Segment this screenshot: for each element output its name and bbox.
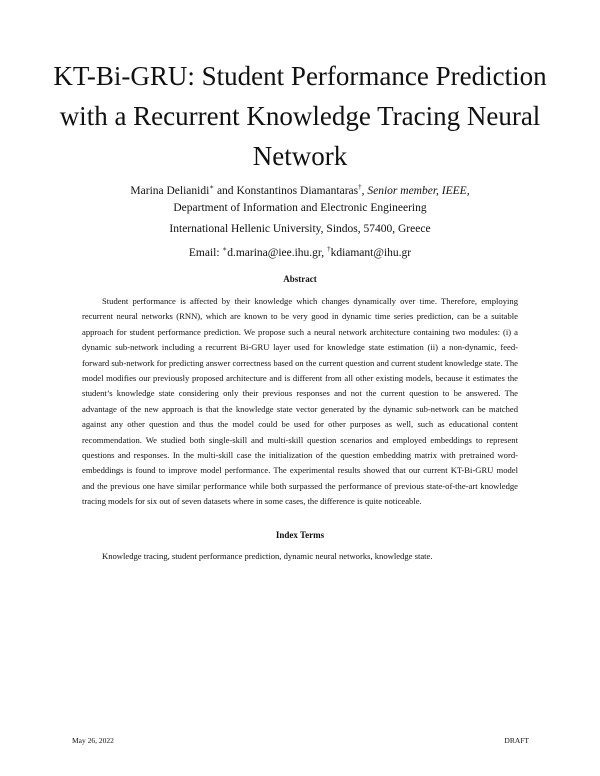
email-footnote-mark: ∗ — [222, 245, 228, 253]
index-terms-text: Knowledge tracing, student performance prediction, dynamic neural networks, knowledge state. — [102, 551, 433, 561]
email-footnote-mark: † — [327, 245, 331, 253]
author-footnote-mark: ∗ — [209, 183, 215, 191]
author-role: Senior member, IEEE, — [367, 184, 470, 197]
footer-status: DRAFT — [504, 736, 529, 745]
abstract-text: Student performance is affected by their knowledge which changes dynamically over time. Therefore, employing recurrent neural networks (RNN), which are known to be very good in dynamic time series prediction, can be a suitable approach for student performance prediction. We propose such a neural network architecture containing two modules: (i) a dynamic sub-network including a recurrent Bi-GRU layer used for knowledge state estimation (ii) a non-dynamic, feed-forward sub-network for predicting answer correctness based on the current question and current student knowledge state. The model modifies our previously proposed architecture and is different from all other existing models, because it estimates the student’s knowledge state considering only their previous responses and not the current question to be answered. The advantage of the new approach is that the knowledge state vector generated by the dynamic sub-network can be matched against any other question and thus the model could be used for other purposes as well, such as educational content recommendation. We studied both single-skill and multi-skill question scenarios and employed embeddings to represent questions and responses. In the multi-skill case the initialization of the question embedding matrix with pretrained word-embeddings is found to improve model performance. The experimental results showed that our current KT-Bi-GRU model and the previous one have similar performance while both surpassed the performance of previous state-of-the-art knowledge tracing models for six out of seven datasets where in some cases, the difference is quite noticeable. — [82, 296, 518, 507]
author-line: Marina Delianidi∗ and Konstantinos Diamantaras†, Senior member, IEEE, — [130, 183, 470, 197]
university-line: International Hellenic University, Sindos, 57400, Greece — [169, 223, 431, 235]
footer-date: May 26, 2022 — [72, 736, 114, 745]
email-label: Email: — [188, 246, 220, 259]
paper-title: KT-Bi-GRU: Student Performance Prediction with a Recurrent Knowledge Tracing Neural Network — [53, 61, 547, 171]
email-address-2[interactable]: kdiamant@ihu.gr — [330, 246, 412, 259]
author-name: Konstantinos Diamantaras — [236, 184, 359, 197]
department-line: Department of Information and Electronic Engineering — [173, 202, 427, 214]
email-line — [40, 242, 560, 260]
author-name: Marina Delianidi — [130, 184, 210, 197]
author-conjunction: and — [216, 184, 234, 197]
author-footnote-mark: † — [358, 183, 362, 191]
abstract-heading: Abstract — [283, 274, 317, 284]
email-address-1[interactable]: d.marina@iee.ihu.gr, — [227, 246, 325, 259]
index-terms-heading: Index Terms — [275, 530, 325, 540]
